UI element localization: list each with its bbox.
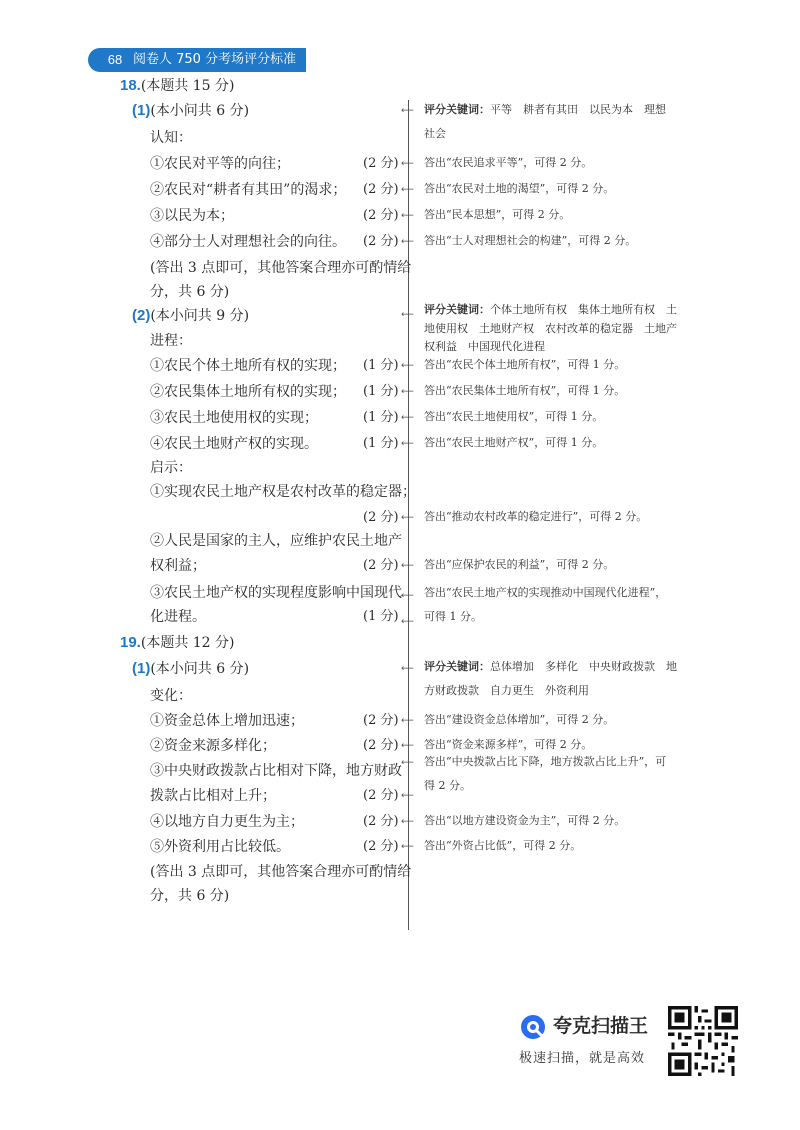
q18-part2-score-3: (1 分) [363, 410, 399, 425]
q19-part1-note-4: 答出“以地方建设资金为主”，可得 2 分。 [424, 814, 626, 827]
q18-part1-total: (本小问共 6 分) [150, 103, 250, 119]
q19-part1-item-3-line-2: 拨款占比相对上升； [150, 788, 276, 804]
q18-part2-note-insight-3-line-2: 可得 1 分。 [424, 610, 482, 623]
arrow-icon: ⟵ [401, 237, 414, 247]
arrow-icon: ⟵ [401, 716, 414, 726]
q19-part1-item-3-line-1: ③中央财政拨款占比相对下降，地方财政 [150, 763, 402, 779]
q19-part1-score-1: (2 分) [363, 713, 399, 728]
q19-part1-item-5: ⑤外资利用占比较低。 [150, 839, 290, 855]
q18-part2-insight-3-line-2: 化进程。 [150, 609, 206, 625]
q18-part1-note-4: 答出“士人对理想社会的构建”，可得 2 分。 [424, 234, 637, 247]
arrow-icon: ⟵ [401, 758, 414, 768]
q19-part1-remark-line-2: 分，共 6 分) [150, 888, 230, 904]
q19-part1-note-1: 答出“建设资金总体增加”，可得 2 分。 [424, 713, 615, 726]
q18-part2-item-2: ②农民集体土地所有权的实现； [150, 384, 346, 400]
q19-number: 19. [120, 634, 141, 651]
q18-part2-note-3: 答出“农民土地使用权”，可得 1 分。 [424, 410, 604, 423]
q18-part2-item-1: ①农民个体土地所有权的实现； [150, 358, 346, 374]
q18-part1-item-2: ②农民对“耕者有其田”的渴求； [150, 182, 347, 198]
keywords-line: 个体土地所有权 集体土地所有权 土 [490, 303, 677, 316]
q18-part2-insight-3-score: (1 分) [363, 609, 399, 624]
q19-part1-title [132, 659, 249, 679]
keywords-line: 总体增加 多样化 中央财政拨款 地 [490, 660, 677, 673]
q19-part1-total: (本小问共 6 分) [150, 661, 250, 677]
q18-part1-remark-line-2: 分，共 6 分) [150, 284, 230, 300]
q19-total: (本题共 12 分) [140, 635, 235, 651]
keywords-label: 评分关键词： [424, 660, 490, 673]
q18-part1-item-1: ①农民对平等的向往； [150, 156, 290, 172]
arrow-icon: ⟵ [401, 561, 414, 571]
arrow-icon: ⟵ [401, 617, 414, 627]
arrow-icon: ⟵ [401, 310, 414, 320]
arrow-icon: ⟵ [401, 439, 414, 449]
brand-name: 夸克扫描王 [553, 1015, 649, 1037]
q18-part2-insight-3-line-1: ③农民土地产权的实现程度影响中国现代 [150, 585, 402, 601]
q18-part2-keywords-cont-2: 权利益 中国现代化进程 [424, 340, 545, 353]
q18-part2-keywords-cont-1: 地使用权 土地财产权 农村改革的稳定器 土地产 [424, 322, 677, 335]
q19-part1-score-2: (2 分) [363, 738, 399, 753]
q18-part2-note-insight-1: 答出“推动农村改革的稳定进行”，可得 2 分。 [424, 510, 648, 523]
brand-logo-icon [519, 1013, 547, 1041]
q19-part1-score-4: (2 分) [363, 814, 399, 829]
q19-part1-keywords-cont: 方财政拨款 自力更生 外资利用 [424, 684, 589, 697]
arrow-icon: ⟵ [401, 842, 414, 852]
q18-part2-note-4: 答出“农民土地财产权”，可得 1 分。 [424, 436, 604, 449]
q18-part2-score-4: (1 分) [363, 436, 399, 451]
q18-part1-keywords [424, 99, 704, 121]
q18-part2-insight-2-score: (2 分) [363, 558, 399, 573]
q18-part1-keywords-cont: 社会 [424, 127, 446, 140]
q18-part2-score-2: (1 分) [363, 384, 399, 399]
keywords-label: 评分关键词： [424, 303, 490, 316]
book-title: 阅卷人 750 分考场评分标准 [133, 52, 297, 67]
q18-part2-insight-2-line-1: ②人民是国家的主人，应维护农民土地产 [150, 533, 402, 549]
q18-part1-title [132, 101, 249, 121]
q18-part1-item-4: ④部分士人对理想社会的向往。 [150, 234, 346, 250]
q18-part2-number: (2) [132, 307, 151, 324]
q18-part1-score-2: (2 分) [363, 182, 399, 197]
q18-part1-remark-line-1: (答出 3 点即可，其他答案合理亦可酌情给 [150, 260, 412, 276]
q18-part2-note-1: 答出“农民个体土地所有权”，可得 1 分。 [424, 358, 626, 371]
q18-part2-heading: 进程： [150, 333, 192, 349]
arrow-icon: ⟵ [401, 413, 414, 423]
arrow-icon: ⟵ [401, 513, 414, 523]
arrow-icon: ⟵ [401, 664, 414, 674]
q19-part1-score-5: (2 分) [363, 839, 399, 854]
q18-part1-score-3: (2 分) [363, 208, 399, 223]
q18-part2-insight-2-line-2: 权利益； [150, 558, 206, 574]
q18-part1-number: (1) [132, 102, 151, 119]
q19-part1-item-2: ②资金来源多样化； [150, 738, 276, 754]
q18-number: 18. [120, 77, 141, 94]
q18-part2-item-3: ③农民土地使用权的实现； [150, 410, 318, 426]
keywords-label: 评分关键词： [424, 103, 490, 116]
page-number: 68 [107, 52, 123, 67]
q18-part2-insight-1: ①实现农民土地产权是农村改革的稳定器； [150, 484, 416, 500]
q18-part1-score-1: (2 分) [363, 156, 399, 171]
arrow-icon: ⟵ [401, 159, 414, 169]
q19-part1-keywords [424, 656, 704, 678]
arrow-icon: ⟵ [401, 361, 414, 371]
brand-slogan: 极速扫描，就是高效 [519, 1051, 646, 1066]
arrow-icon: ⟵ [401, 591, 414, 601]
q19-part1-note-2: 答出“资金来源多样”，可得 2 分。 [424, 738, 593, 751]
q19-part1-note-5: 答出“外资占比低”，可得 2 分。 [424, 839, 582, 852]
arrow-icon: ⟵ [401, 791, 414, 801]
q18-part1-note-2: 答出“农民对土地的渴望”，可得 2 分。 [424, 182, 615, 195]
qr-code-icon [668, 1006, 738, 1076]
q18-part2-note-insight-3-line-1: 答出“农民土地产权的实现推动中国现代化进程”， [424, 586, 667, 599]
q18-part2-title [132, 306, 249, 326]
q18-part2-insight-1-score: (2 分) [363, 510, 399, 525]
arrow-icon: ⟵ [401, 741, 414, 751]
arrow-icon: ⟵ [401, 817, 414, 827]
q18-part2-heading2: 启示： [150, 460, 192, 476]
q19-part1-item-1: ①资金总体上增加迅速； [150, 713, 304, 729]
q19-part1-heading: 变化： [150, 688, 192, 704]
q18-part1-item-3: ③以民为本； [150, 208, 234, 224]
q18-part1-note-3: 答出“民本思想”，可得 2 分。 [424, 208, 571, 221]
q18-total: (本题共 15 分) [140, 78, 235, 94]
q19-part1-note-3-line-2: 得 2 分。 [424, 779, 471, 792]
q18-part1-score-4: (2 分) [363, 234, 399, 249]
arrow-icon: ⟵ [401, 211, 414, 221]
q19-part1-remark-line-1: (答出 3 点即可，其他答案合理亦可酌情给 [150, 864, 412, 880]
q19-part1-score-3: (2 分) [363, 788, 399, 803]
keywords-line: 平等 耕者有其田 以民为本 理想 [490, 103, 666, 116]
q18-part2-total: (本小问共 9 分) [150, 308, 250, 324]
q19-part1-item-4: ④以地方自力更生为主； [150, 814, 304, 830]
q18-part1-note-1: 答出“农民追求平等”，可得 2 分。 [424, 156, 593, 169]
q18-title [120, 76, 235, 96]
arrow-icon: ⟵ [401, 106, 414, 116]
q19-part1-number: (1) [132, 660, 151, 677]
q19-title [120, 633, 235, 653]
q18-part2-note-2: 答出“农民集体土地所有权”，可得 1 分。 [424, 384, 626, 397]
q18-part2-score-1: (1 分) [363, 358, 399, 373]
arrow-icon: ⟵ [401, 387, 414, 397]
q18-part2-item-4: ④农民土地财产权的实现。 [150, 436, 318, 452]
arrow-icon: ⟵ [401, 185, 414, 195]
q18-part1-heading: 认知： [150, 130, 192, 146]
q18-part2-note-insight-2: 答出“应保护农民的利益”，可得 2 分。 [424, 558, 615, 571]
q19-part1-note-3-line-1: 答出“中央拨款占比下降，地方拨款占比上升”，可 [424, 755, 667, 768]
